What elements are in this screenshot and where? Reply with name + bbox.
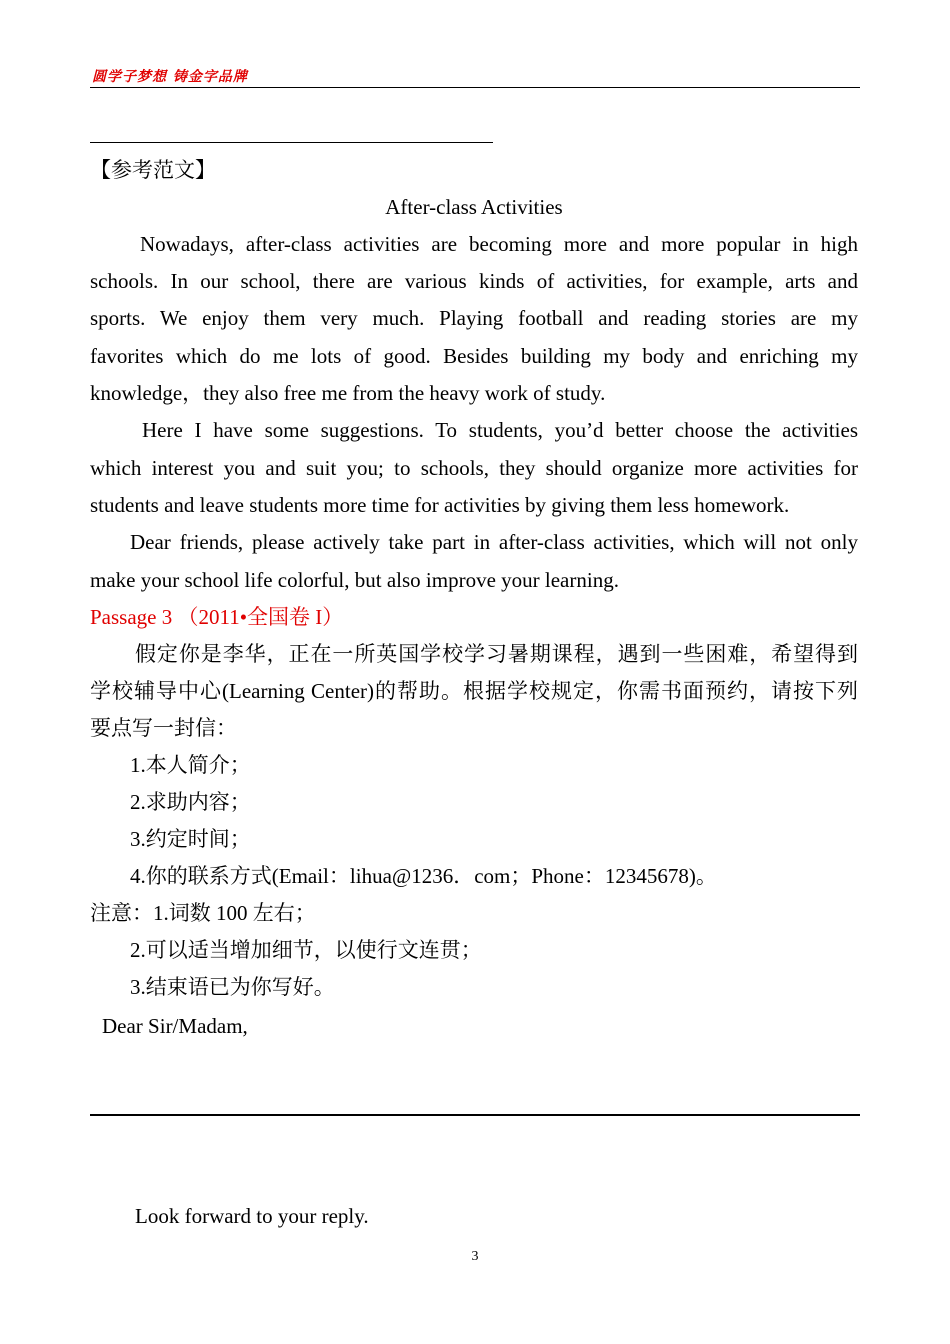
passage-heading: Passage 3 （2011•全国卷 I）: [90, 605, 344, 629]
essay-tag: 【参考范文】: [90, 158, 216, 182]
essay-p1-line: favorites which do me lots of good. Besides building my body and enriching my: [90, 344, 858, 368]
point-item: 1.本人简介；: [130, 753, 251, 777]
essay-p3-line: Dear friends, please actively take part in after-class activities, which will not only: [130, 530, 858, 554]
letter-salutation: Dear Sir/Madam,: [102, 1014, 248, 1038]
essay-p1-line: Nowadays, after-class activities are becoming more and more popular in high: [140, 232, 858, 256]
essay-p1-line: knowledge，they also free me from the heavy work of study.: [90, 381, 606, 405]
header-slogan: 圆学子梦想 铸金字品牌: [92, 69, 248, 85]
essay-p2-line: students and leave students more time for activities by giving them less homework.: [90, 493, 790, 517]
header-rule: [90, 87, 860, 88]
essay-title: After-class Activities: [385, 195, 563, 219]
note-item: 3.结束语已为你写好。: [130, 975, 335, 999]
letter-closing: Look forward to your reply.: [135, 1204, 369, 1228]
essay-p1-line: sports. We enjoy them very much. Playing football and reading stories are my: [90, 306, 858, 330]
note-item: 注意：1.词数 100 左右；: [90, 901, 316, 925]
prompt-line: 假定你是李华，正在一所英国学校学习暑期课程，遇到一些困难，希望得到: [135, 642, 858, 666]
prompt-line: 学校辅导中心(Learning Center)的帮助。根据学校规定，你需书面预约，请按下列: [90, 679, 858, 703]
writing-blank-line: [90, 1114, 860, 1116]
point-item: 2.求助内容；: [130, 790, 251, 814]
essay-p1-line: schools. In our school, there are various kinds of activities, for example, arts and: [90, 269, 858, 293]
essay-p3-line: make your school life colorful, but also improve your learning.: [90, 568, 619, 592]
essay-p2-line: Here I have some suggestions. To students, you’d better choose the activities: [142, 418, 858, 442]
essay-p2-line: which interest you and suit you; to schools, they should organize more activities for: [90, 456, 858, 480]
answer-blank-line: [90, 142, 493, 143]
point-item: 4.你的联系方式(Email：lihua@1236．com；Phone：12345678)。: [130, 864, 717, 888]
page-number: 3: [471, 1249, 479, 1264]
prompt-line: 要点写一封信：: [90, 716, 237, 740]
note-item: 2.可以适当增加细节，以使行文连贯；: [130, 938, 482, 962]
point-item: 3.约定时间；: [130, 827, 251, 851]
